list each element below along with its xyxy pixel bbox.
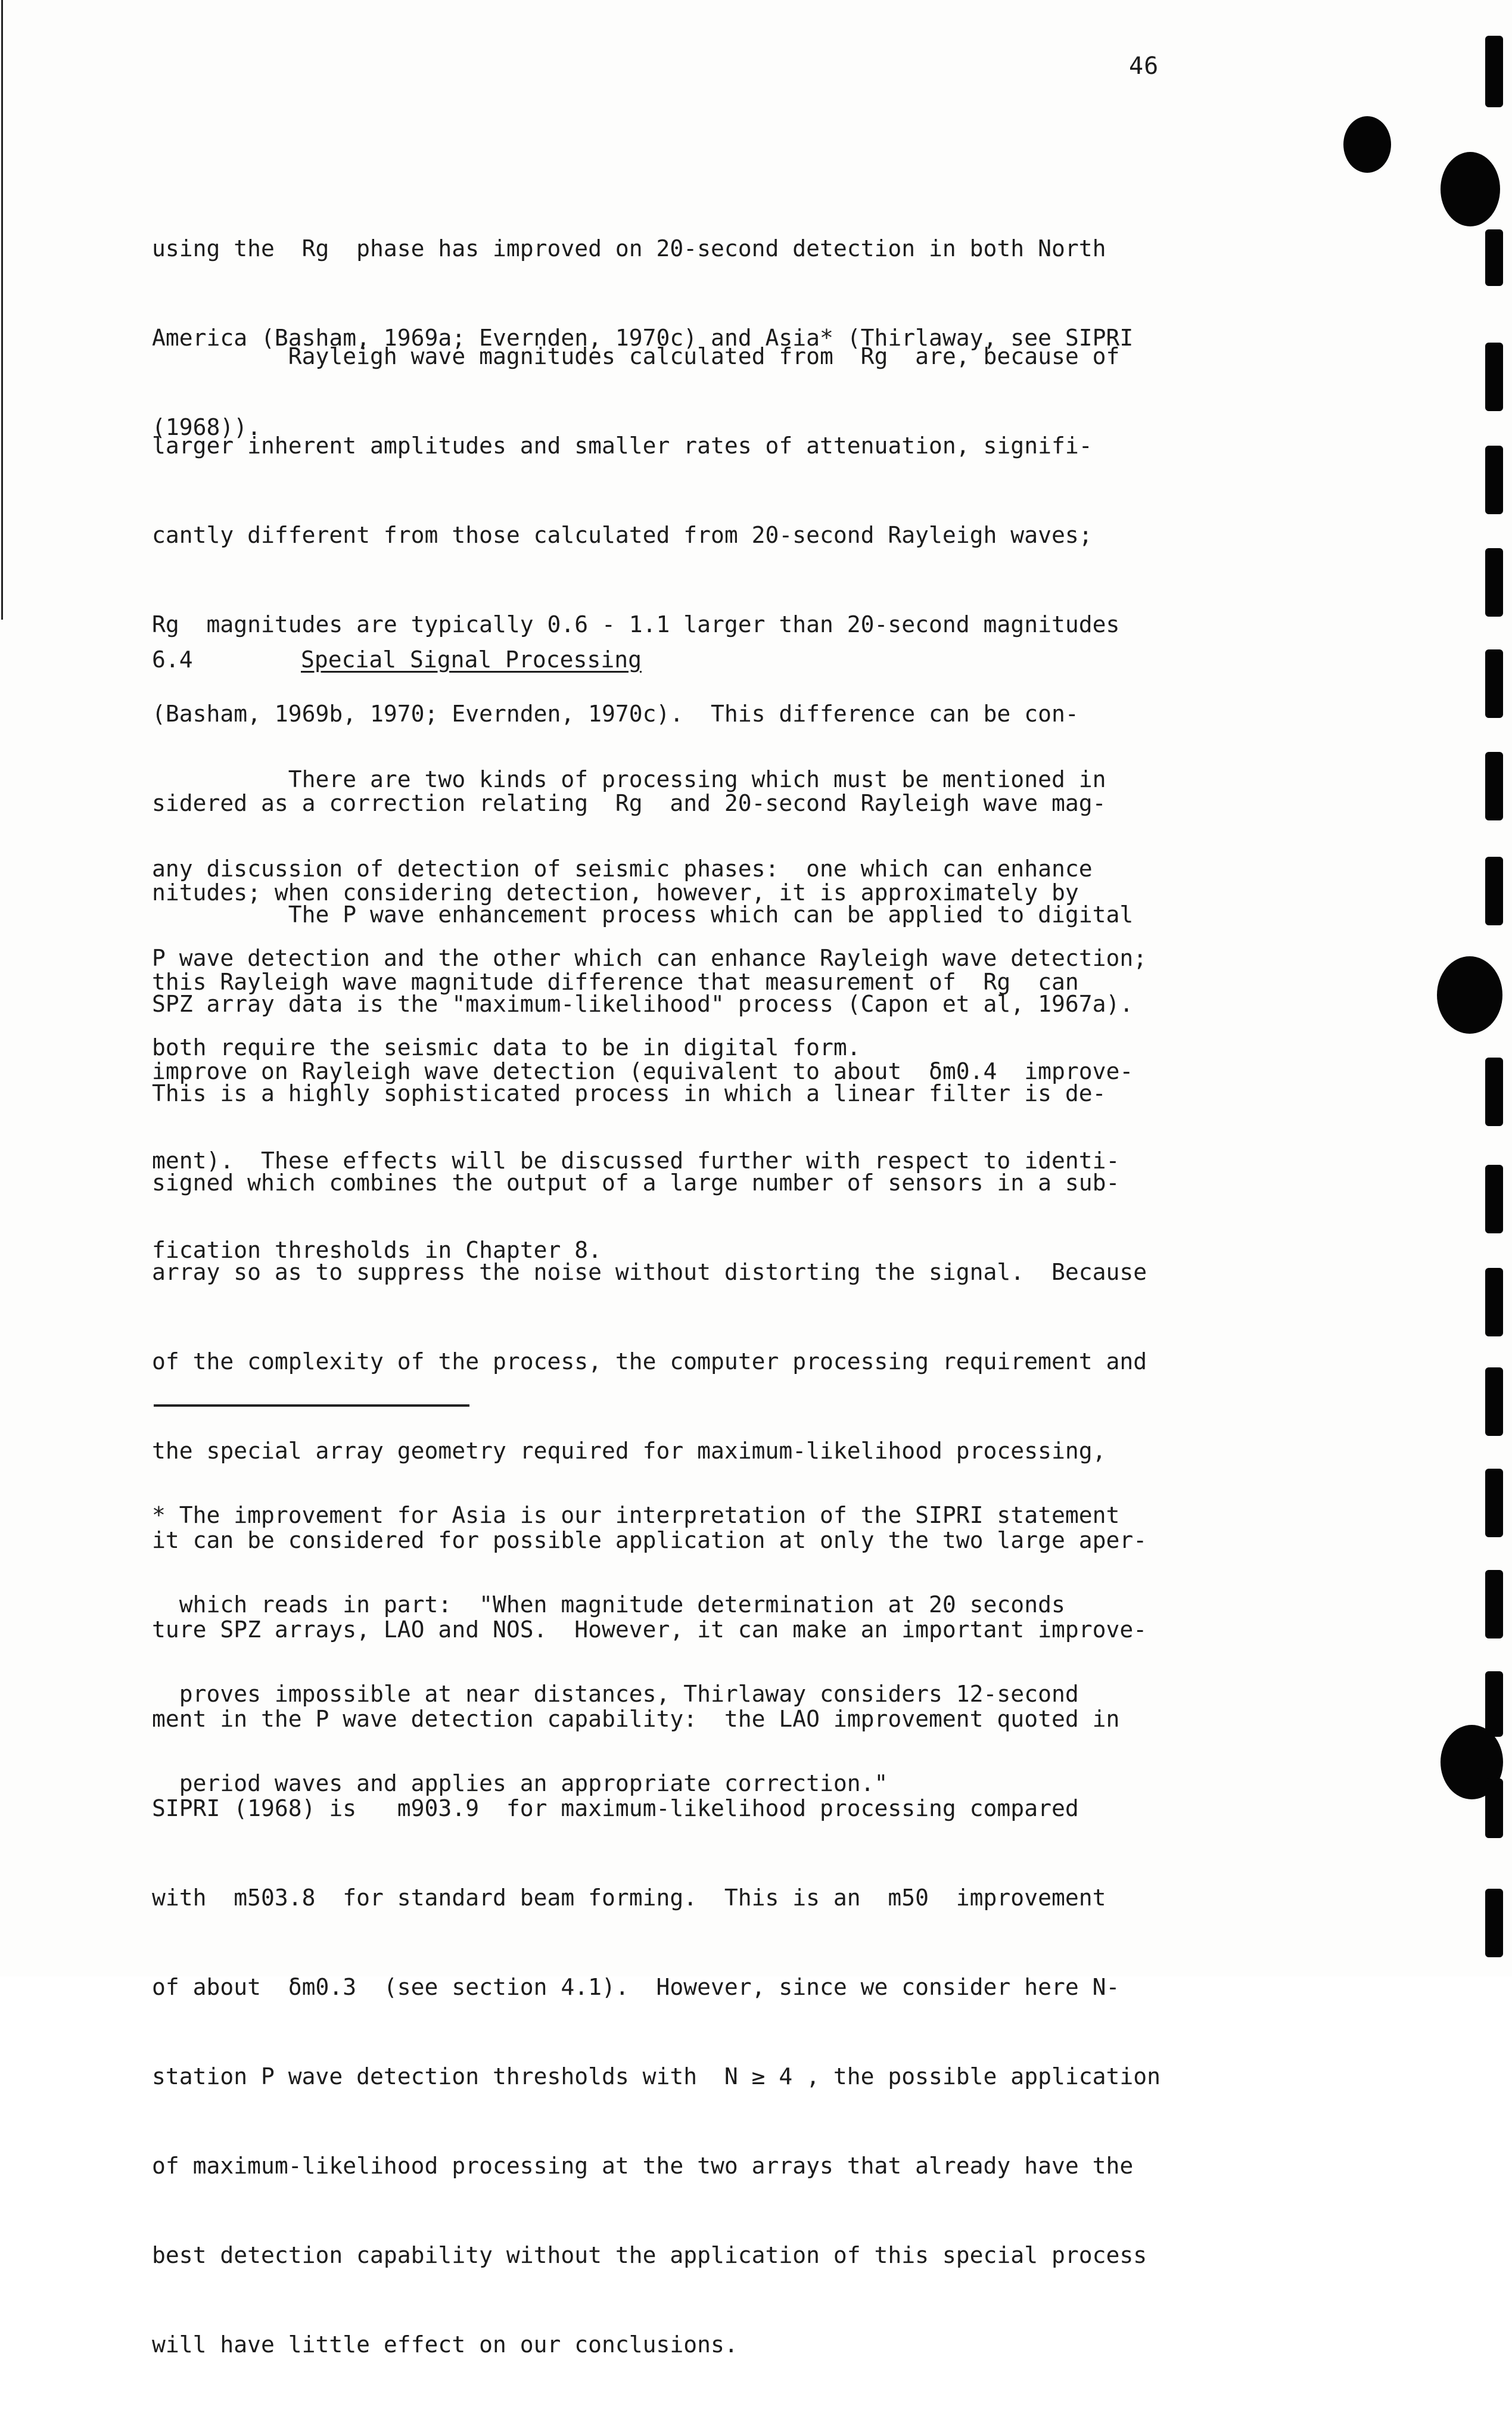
text-line: of maximum-likelihood processing at the two arrays that already have the	[152, 2153, 1134, 2179]
punch-bar-mark	[1485, 649, 1503, 718]
text-line: sidered as a correction relating Rg and 20-second Rayleigh wave mag-	[152, 790, 1106, 816]
footnote	[152, 1441, 1260, 1858]
text-line: best detection capability without the application of this special process	[152, 2242, 1147, 2268]
punch-hole-mark	[1437, 956, 1502, 1034]
punch-bar-mark	[1485, 1779, 1503, 1838]
text-line: This is a highly sophisticated process in which a linear filter is de-	[152, 1080, 1106, 1106]
punch-bar-mark	[1485, 229, 1503, 286]
punch-bar-mark	[1485, 446, 1503, 514]
text-line: larger inherent amplitudes and smaller rates of attenuation, signifi-	[152, 433, 1093, 459]
text-line: There are two kinds of processing which must be mentioned in	[152, 766, 1106, 792]
text-line: both require the seismic data to be in digital form.	[152, 1034, 861, 1061]
punch-bar-mark	[1485, 1165, 1503, 1233]
text-line: Rg magnitudes are typically 0.6 - 1.1 larger than 20-second magnitudes	[152, 611, 1120, 638]
text-line: which reads in part: "When magnitude determination at 20 seconds	[152, 1591, 1065, 1618]
punch-bar-mark	[1485, 1469, 1503, 1537]
punch-bar-mark	[1485, 752, 1503, 820]
text-line: using the Rg phase has improved on 20-second detection in both North	[152, 235, 1106, 262]
punch-hole-mark	[1441, 152, 1500, 226]
text-line: the special array geometry required for maximum-likelihood processing,	[152, 1438, 1106, 1464]
punch-bar-mark	[1485, 857, 1503, 925]
text-line: of the complexity of the process, the computer processing requirement and	[152, 1348, 1147, 1375]
text-line: P wave detection and the other which can enhance Rayleigh wave detection;	[152, 945, 1147, 971]
text-line: * The improvement for Asia is our interpretation of the SIPRI statement	[152, 1502, 1120, 1528]
section-number: 6.4	[152, 646, 193, 673]
text-line: station P wave detection thresholds with N ≥ 4 , the possible application	[152, 2063, 1161, 2090]
text-line: array so as to suppress the noise without distorting the signal. Because	[152, 1259, 1147, 1285]
text-line: fication thresholds in Chapter 8.	[152, 1237, 602, 1263]
text-line: cantly different from those calculated from 20-second Rayleigh waves;	[152, 522, 1093, 548]
text-line: ture SPZ arrays, LAO and NOS. However, it can make an important improve-	[152, 1616, 1147, 1643]
punch-bar-mark	[1485, 1889, 1503, 1957]
left-edge-rule	[1, 0, 3, 620]
text-line: SPZ array data is the "maximum-likelihood" process (Capon et al, 1967a).	[152, 991, 1134, 1017]
punch-bar-mark	[1485, 36, 1503, 107]
punch-bar-mark	[1485, 1367, 1503, 1436]
text-line: SIPRI (1968) is m903.9 for maximum-likelihood processing compared	[152, 1795, 1079, 1821]
punch-bar-mark	[1485, 548, 1503, 617]
footnote-separator	[154, 1404, 469, 1407]
text-line: ment). These effects will be discussed further with respect to identi-	[152, 1148, 1120, 1174]
punch-bar-mark	[1485, 1058, 1503, 1126]
text-line: it can be considered for possible application at only the two large aper-	[152, 1527, 1147, 1553]
text-line: (Basham, 1969b, 1970; Evernden, 1970c). This difference can be con-	[152, 701, 1079, 727]
text-line: improve on Rayleigh wave detection (equivalent to about δm0.4 improve-	[152, 1058, 1134, 1084]
text-line: America (Basham, 1969a; Evernden, 1970c) and Asia* (Thirlaway, see SIPRI	[152, 325, 1134, 351]
text-line: nitudes; when considering detection, however, it is approximately by	[152, 879, 1079, 906]
text-line: proves impossible at near distances, Thirlaway considers 12-second	[152, 1681, 1079, 1707]
text-line: this Rayleigh wave magnitude difference that measurement of Rg can	[152, 969, 1079, 995]
text-line: (1968)).	[152, 414, 262, 440]
punch-bar-mark	[1485, 343, 1503, 411]
text-line: period waves and applies an appropriate correction."	[152, 1770, 888, 1796]
text-line: Rayleigh wave magnitudes calculated from Rg are, because of	[152, 343, 1120, 369]
text-line: The P wave enhancement process which can be applied to digital	[152, 901, 1134, 928]
punch-bar-mark	[1485, 1570, 1503, 1638]
text-line: ment in the P wave detection capability: the LAO improvement quoted in	[152, 1706, 1120, 1732]
section-title: Special Signal Processing	[301, 646, 642, 673]
text-line: any discussion of detection of seismic phases: one which can enhance	[152, 856, 1093, 882]
text-line: will have little effect on our conclusions.	[152, 2331, 738, 2358]
text-line: of about δm0.3 (see section 4.1). However, since we consider here N-	[152, 1974, 1120, 2000]
punch-bar-mark	[1485, 1671, 1503, 1737]
punch-bar-mark	[1485, 1268, 1503, 1336]
page-number: 46	[1129, 52, 1159, 80]
text-line: with m503.8 for standard beam forming. This is an m50 improvement	[152, 1885, 1106, 1911]
text-line: signed which combines the output of a large number of sensors in a sub-	[152, 1170, 1120, 1196]
punch-hole-mark	[1343, 116, 1391, 173]
